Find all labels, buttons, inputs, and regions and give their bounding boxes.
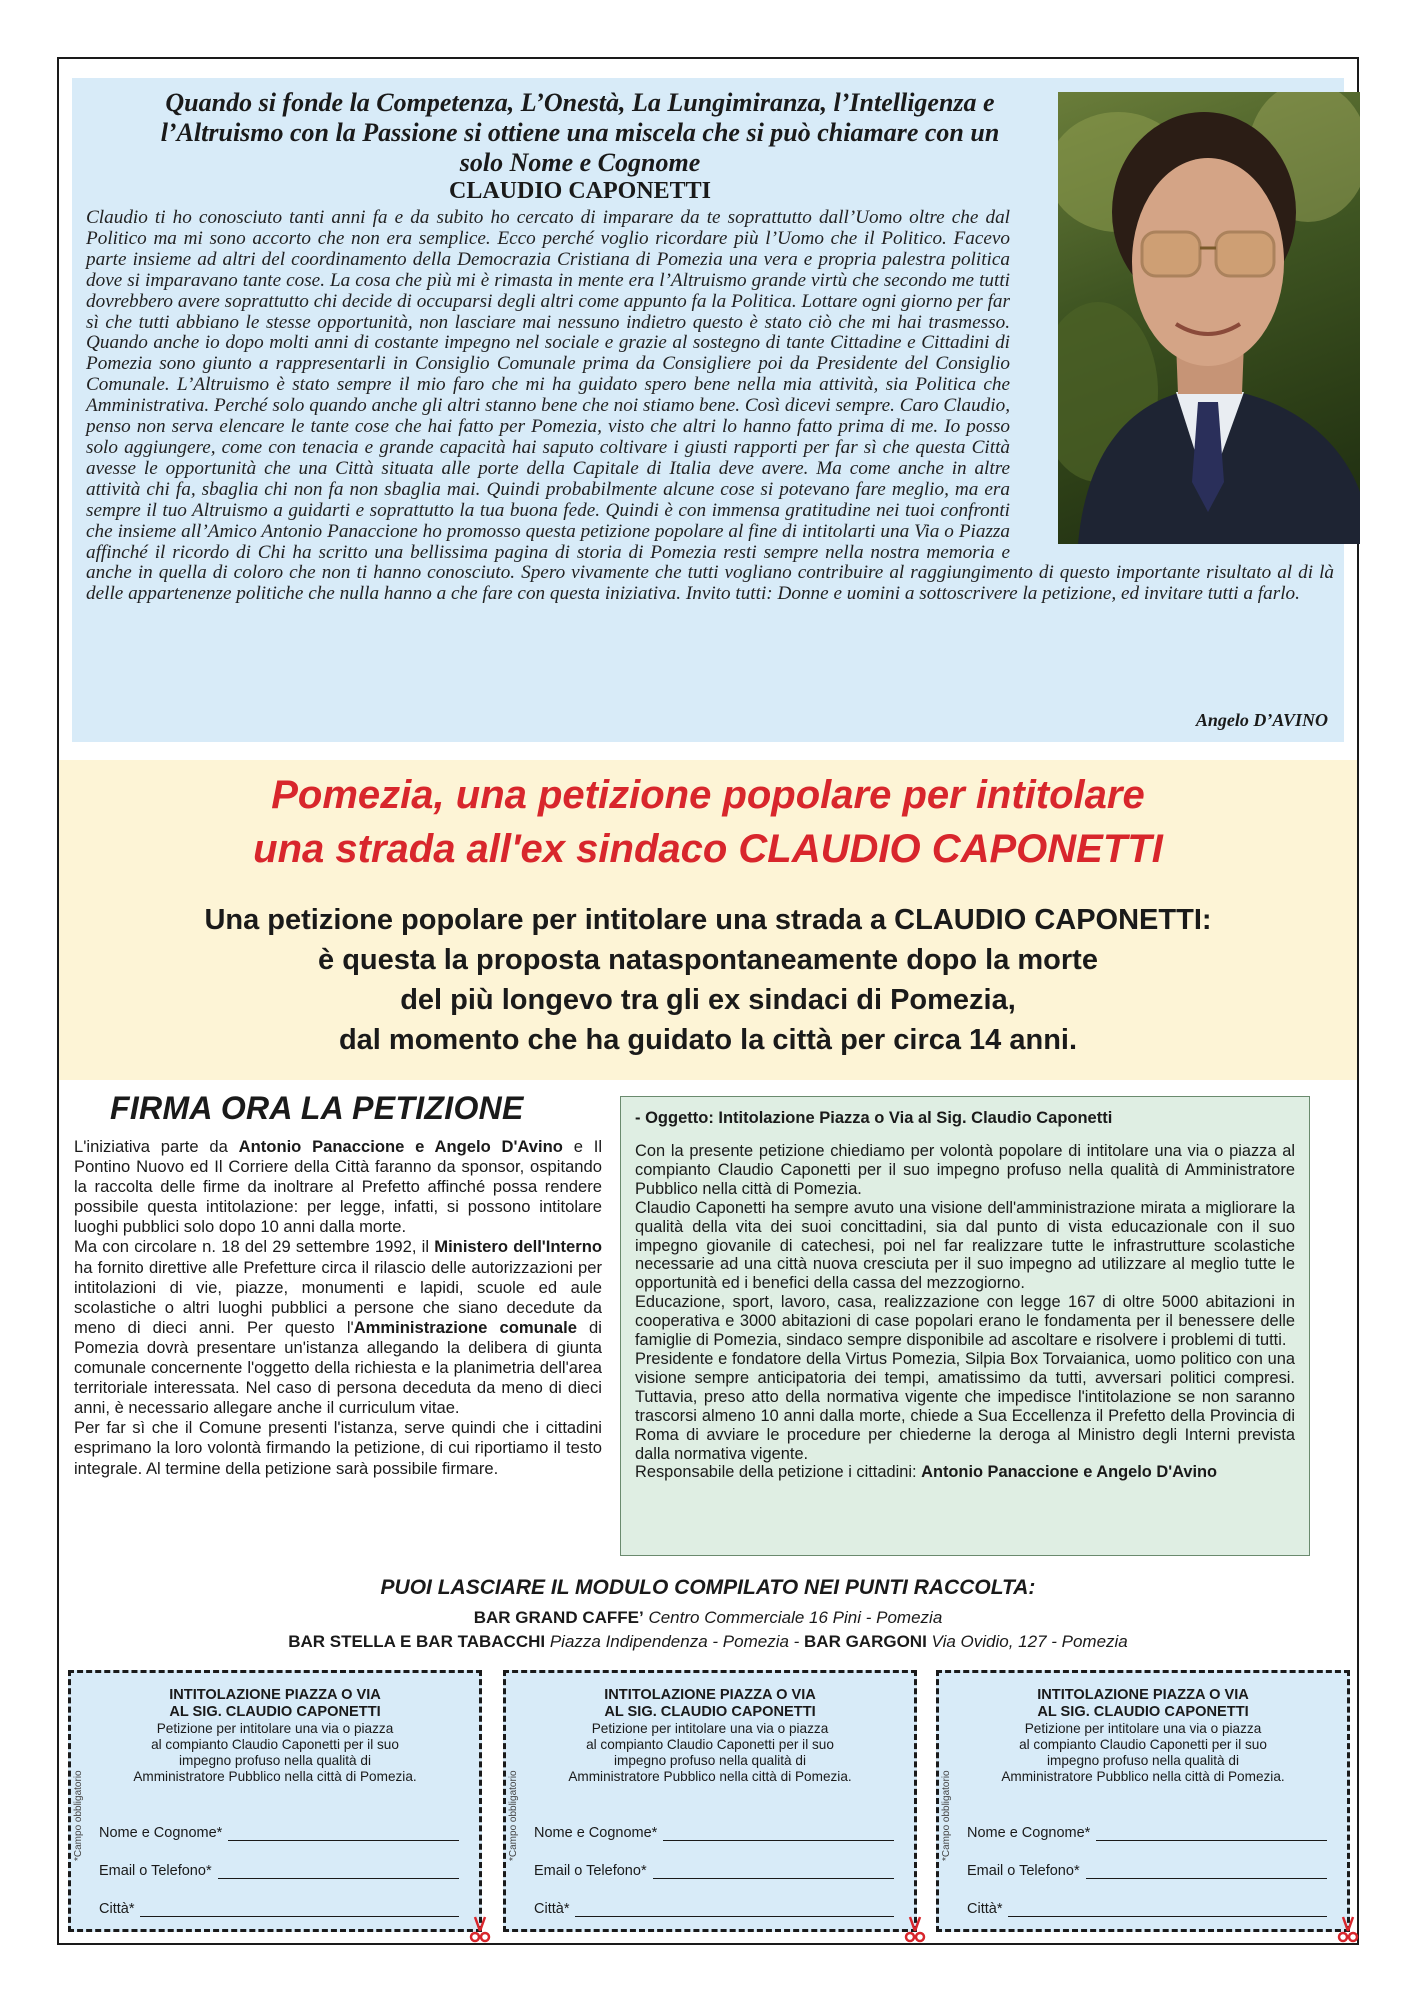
band-sub-line1: Una petizione popolare per intitolare una strada a [204,904,895,936]
collect-l2-bold1: BAR STELLA E BAR TABACCHI [288,1632,546,1651]
right-p4: Presidente e fondatore della Virtus Pomezia, Silpia Box Torvaianica, uomo politico con una visione sempre anticipatoria dei tempi, amatissimo da tutti, avversari politici compresi. Tuttavia, preso atto della normativa vigente che impedisce l'intitolazione se non saranno trascorsi almeno 10 anni dalla morte, chiede a Sua Eccellenza il Prefetto della Provincia di Roma di avviare le procedure per chiederne la deroga al Ministro degli Interni prevista dalla normativa vigente. [635,1349,1295,1463]
coupon-title [71,1687,479,1721]
coupon-3[interactable] [936,1670,1350,1932]
contact-field-label: Email o Telefono* [534,1863,647,1879]
city-field-label: Città* [967,1901,1003,1917]
name-field[interactable] [534,1825,894,1841]
city-field-label: Città* [99,1901,135,1917]
left-p2-e: di Pomezia dovrà presentare un'istanza allegando la delibera di giunta comunale concernente l'oggetto della richiesta e la planimetria dell'area territoriale interessata. Nel caso di persona deceduta da meno di dieci anni, è necessario allegare anche il curriculum vitae. [74,1317,602,1418]
coupon-text [71,1721,479,1785]
coupon-text-l3: impegno profuso nella qualità di [1047,1753,1239,1768]
left-p2-b: Ministero dell'Interno [434,1237,602,1257]
collection-line-2 [59,1630,1357,1654]
right-p1: Con la presente petizione chiediamo per volontà popolare di intitolare una via o piazza al compianto Claudio Caponetti per il suo impegno profuso nella qualità di Amministratore Pubblico nella città di Pomezia. [635,1142,1295,1198]
coupon-title-l1: INTITOLAZIONE PIAZZA O VIA [1037,1687,1249,1703]
collection-points [59,1576,1357,1654]
coupon-title-l1: INTITOLAZIONE PIAZZA O VIA [169,1687,381,1703]
sign-now-text [74,1137,602,1479]
band-sub-line3: del più longevo tra gli ex sindaci di Pomezia, [400,984,1016,1016]
collect-l2-it1: Piazza Indipendenza - Pomezia - [545,1632,805,1651]
name-field-label: Nome e Cognome* [534,1825,658,1841]
right-p2: Claudio Caponetti ha sempre avuto una visione dell'amministrazione mirata a migliorare la qualità della vita dei suoi concittadini, sia dal punto di vista educazionale con il suo impegno giovanile di catechesi, poi nel far realizzare tutte le infrastrutture scolastiche necessarie ad una città nuova cresciuta per il suo impegno ad utilizzare al meglio tutte le opportunità ed i benefici della cassa del mezzogiorno. [635,1198,1295,1293]
coupon-text-l4: Amministratore Pubblico nella città di Pomezia. [568,1769,852,1784]
band-title [59,768,1357,876]
left-p3: Per far sì che il Comune presenti l'istanza, serve quindi che i cittadini esprimano la loro volontà firmando la petizione, di cui riportiamo il testo integrale. Al termine della petizione sarà possibile firmare. [74,1418,602,1478]
coupon-title [506,1687,914,1721]
petition-text-box [620,1096,1310,1556]
petition-body [635,1142,1295,1482]
right-p5-a: Responsabile della petizione i cittadini: [635,1463,922,1482]
contact-field[interactable] [967,1863,1327,1879]
coupon-text-l1: Petizione per intitolare una via o piazza [1024,1721,1262,1736]
band-sub-line2: è questa la proposta nataspontaneamente dopo la morte [318,944,1098,976]
coupon-text-l1: Petizione per intitolare una via o piazza [156,1721,394,1736]
right-p5-b: Antonio Panaccione e Angelo D'Avino [921,1463,1218,1482]
coupon-title-l2: AL SIG. CLAUDIO CAPONETTI [169,1704,381,1720]
sign-now-heading: FIRMA ORA LA PETIZIONE [110,1090,524,1126]
contact-field-label: Email o Telefono* [99,1863,212,1879]
coupon-title-l1: INTITOLAZIONE PIAZZA O VIA [604,1687,816,1703]
left-p1-c: e Il Pontino Nuovo ed Il Corriere della Città faranno da sponsor, ospitando la raccolta delle firme da inoltrare al Prefetto affinché possa rendere possibile questa intitolazione: per legge, infatti, si possono intitolare luoghi pubblici solo dopo 10 anni dalla morte. [74,1137,603,1237]
left-p2-d: Amministrazione comunale [353,1317,577,1337]
left-p2-c: ha fornito direttive alle Prefetture circa il rilascio delle autorizzazioni per intitolazioni di vie, piazze, monumenti e lapidi, scuole ed aule scolastiche o altri luoghi pubblici a persone che siano decedute da meno di dieci anni. Per questo l' [74,1257,602,1337]
band-title-line1: Pomezia, una petizione popolare per intitolare [271,773,1145,817]
name-field[interactable] [99,1825,459,1841]
tribute-name: CLAUDIO CAPONETTI [448,178,712,204]
left-p1-a: L'iniziativa parte da [74,1137,239,1156]
right-p3: Educazione, sport, lavoro, casa, realizzazione con legge 167 di oltre 5000 abitazioni in cooperativa e 3000 abitazioni di case popolari erano le fondamenta per il benessere delle famiglie di Pomezia, sindaco sempre disponibile ad ascoltare e risolvere i problemi di tutti. [635,1293,1295,1350]
required-note: *Campo obbligatorio [73,1770,84,1861]
city-field-label: Città* [534,1901,570,1917]
coupon-text-l2: al compianto Claudio Caponetti per il suo [151,1737,399,1752]
coupon-text-l2: al compianto Claudio Caponetti per il suo [1019,1737,1267,1752]
coupon-text-l4: Amministratore Pubblico nella città di Pomezia. [1001,1769,1285,1784]
coupon-title-l2: AL SIG. CLAUDIO CAPONETTI [1037,1704,1249,1720]
portrait-illustration [1058,92,1360,544]
contact-field[interactable] [534,1863,894,1879]
coupon-text-l3: impegno profuso nella qualità di [179,1753,371,1768]
name-field[interactable] [967,1825,1327,1841]
required-note: *Campo obbligatorio [508,1770,519,1861]
band-sub-name: CLAUDIO CAPONETTI: [894,904,1212,936]
collection-title: PUOI LASCIARE IL MODULO COMPILATO NEI PUNTI RACCOLTA: [380,1576,1036,1599]
petition-headline-band [59,760,1357,1080]
portrait-photo [1058,92,1360,544]
contact-field-label: Email o Telefono* [967,1863,1080,1879]
petition-subject: - Oggetto: Intitolazione Piazza o Via al Sig. Claudio Caponetti [635,1109,1113,1127]
tribute-headline: Quando si fonde la Competenza, L’Onestà, La Lungimiranza, l’Intelligenza e l’Altruismo con la Passione si ottiene una miscela che si può chiamare con un solo Nome e Cognome [160,88,1000,177]
scissors-icon [1337,1915,1359,1943]
tribute-body-text: Claudio ti ho conosciuto tanti anni fa e da subito ho cercato di imparare da te soprattutto dall’Uomo oltre che dal Politico ma mi sono accorto che non era semplice. Ecco perché voglio ricordare più l’Uomo che il Politico. Facevo parte insieme ad altri del coordinamento della Democrazia Cristiana di Pomezia una vera e propria palestra politica dove si imparavano tante cose. La cosa che più mi è rimasta in mente era l’Altruismo grande virtù che secondo me tutti dovrebbero avere soprattutto chi decide di occuparsi degli altri come appunto fa la Politica. Lottare ogni giorno per far sì che tutti abbiano le stesse opportunità, non lasciare mai nessuno indietro questo è stato ciò che mi hai trasmesso. Quando anche io dopo molti anni di costante impegno nel sociale e grazie al sostegno di tante Cittadine e Cittadini di Pomezia sono giunto a rappresentarli in Consiglio Comunale prima da Consigliere poi da Presidente del Consiglio Comunale. L’Altruismo è stato sempre il mio faro che mi ha guidato spero bene nella mia attività, sia Politica che Amministrativa. Perché solo quando anche gli altri stanno bene che noi stiamo bene. Così dicevi sempre. Caro Claudio, penso non serva elencare le tante cose che hai fatto per Pomezia, visto che altri lo hanno fatto prima di me. Io posso solo aggiungere, come con tenacia e grande capacità hai saputo coltivare i giusti rapporti per far sì che questa Città avesse le opportunità che una Città situata alle porte della Capitale di Italia deve avere. Ma come anche in altre attività chi fa, sbaglia chi non fa non sbaglia mai. Quindi probabilmente alcune cose si potevano fare meglio, ma era sempre il tuo Altruismo a guidarti e soprattutto la tua buona fede. Quindi è con immensa gratitudine nei tuoi confronti che insieme all’Amico Antonio Panaccione ho promosso questa petizione popolare al fine di intitolarti una Via o Piazza affinché il ricordo di Chi ha scritto una bellissima pagina di storia di Pomezia resti sempre nella nostra memoria e anche in quella di coloro che non ti hanno conosciuto. Spero vivamente che tutti vogliano contribuire al raggiungimento di questo importante risultato al di là delle appartenenze politiche che nulla hanno a che fare con questa iniziativa. Invito tutti: Donne e uomini a sottoscrivere la petizione, ed invitare tutti a farlo. [86,207,1334,605]
required-note: *Campo obbligatorio [941,1770,952,1861]
band-subtitle [59,900,1357,1060]
collect-l2-it2: Via Ovidio, 127 - Pomezia [926,1632,1128,1651]
collect-l2-bold2: BAR GARGONI [804,1632,927,1651]
coupon-text-l4: Amministratore Pubblico nella città di Pomezia. [133,1769,417,1784]
collect-l1-bold: BAR GRAND CAFFE’ [473,1608,644,1627]
coupon-2[interactable] [503,1670,917,1932]
city-field[interactable] [534,1901,894,1917]
collection-line-1 [59,1606,1357,1630]
coupon-text [506,1721,914,1785]
contact-field[interactable] [99,1863,459,1879]
coupon-text [939,1721,1347,1785]
coupon-text-l1: Petizione per intitolare una via o piazza [591,1721,829,1736]
left-p1-b: Antonio Panaccione e Angelo D'Avino [238,1137,563,1156]
tribute-section [72,78,1344,742]
tribute-signature: Angelo D’AVINO [1195,710,1328,730]
name-field-label: Nome e Cognome* [99,1825,223,1841]
band-sub-line4: dal momento che ha guidato la città per circa 14 anni. [338,1024,1078,1056]
coupon-title [939,1687,1347,1721]
scissors-icon [904,1915,926,1943]
scissors-icon [469,1915,491,1943]
collect-l1-it: Centro Commerciale 16 Pini - Pomezia [643,1608,943,1627]
sign-now-column [74,1090,602,1479]
coupon-title-l2: AL SIG. CLAUDIO CAPONETTI [604,1704,816,1720]
name-field-label: Nome e Cognome* [967,1825,1091,1841]
coupon-text-l2: al compianto Claudio Caponetti per il suo [586,1737,834,1752]
city-field[interactable] [99,1901,459,1917]
coupon-1[interactable] [68,1670,482,1932]
band-title-line2: una strada all'ex sindaco CLAUDIO CAPONETTI [253,827,1163,871]
coupon-text-l3: impegno profuso nella qualità di [614,1753,806,1768]
left-p2-a: Ma con circolare n. 18 del 29 settembre 1992, il [74,1237,435,1257]
city-field[interactable] [967,1901,1327,1917]
